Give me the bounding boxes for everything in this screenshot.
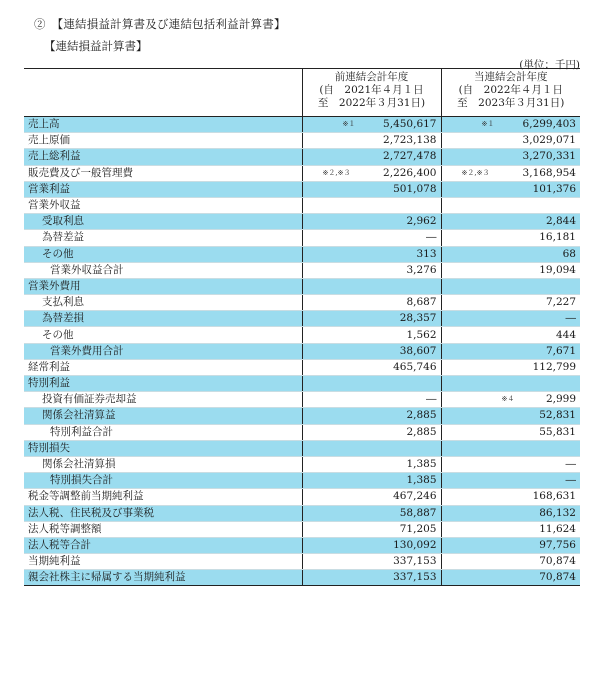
curr-value: 168,631 bbox=[441, 489, 580, 505]
section-heading: ② 【連結損益計算書及び連結包括利益計算書】 bbox=[34, 17, 286, 31]
curr-value bbox=[441, 376, 580, 392]
table-row bbox=[24, 456, 580, 472]
prev-value: ― bbox=[302, 392, 441, 408]
curr-value bbox=[441, 392, 580, 408]
row-label: 特別利益合計 bbox=[24, 424, 302, 440]
row-label: 親会社株主に帰属する当期純利益 bbox=[24, 570, 302, 586]
curr-value bbox=[441, 197, 580, 213]
row-label: 営業外費用合計 bbox=[24, 343, 302, 359]
row-label: その他 bbox=[24, 327, 302, 343]
table-row bbox=[24, 440, 580, 456]
curr-value: 3,029,071 bbox=[441, 133, 580, 149]
prev-value bbox=[302, 197, 441, 213]
row-label: 売上原価 bbox=[24, 133, 302, 149]
prev-value bbox=[302, 117, 441, 133]
prev-value: 130,092 bbox=[302, 537, 441, 553]
curr-value: 86,132 bbox=[441, 505, 580, 521]
prev-value: 8,687 bbox=[302, 295, 441, 311]
curr-year-title: 当連結会計年度 bbox=[474, 71, 548, 83]
row-label: 営業外収益合計 bbox=[24, 262, 302, 278]
table-row bbox=[24, 197, 580, 213]
curr-value: 7,227 bbox=[441, 295, 580, 311]
table-row bbox=[24, 295, 580, 311]
curr-value: 11,624 bbox=[441, 521, 580, 537]
footnote-mark: ※１ bbox=[481, 120, 495, 129]
curr-value: 3,270,331 bbox=[441, 149, 580, 165]
value-text: 5,450,617 bbox=[383, 118, 437, 131]
row-label: 特別損失 bbox=[24, 440, 302, 456]
curr-value bbox=[441, 440, 580, 456]
prev-value: 1,562 bbox=[302, 327, 441, 343]
table-row bbox=[24, 246, 580, 262]
curr-value bbox=[441, 278, 580, 294]
table-row bbox=[24, 554, 580, 570]
table-row bbox=[24, 343, 580, 359]
curr-value: 70,874 bbox=[441, 570, 580, 586]
unit-label: (単位：千円) bbox=[519, 59, 580, 71]
footnote-mark: ※２,※３ bbox=[322, 168, 351, 177]
row-label: 投資有価証券売却益 bbox=[24, 392, 302, 408]
row-label: 特別利益 bbox=[24, 376, 302, 392]
curr-value: ― bbox=[441, 473, 580, 489]
curr-value: 70,874 bbox=[441, 554, 580, 570]
curr-value: 97,756 bbox=[441, 537, 580, 553]
table-row bbox=[24, 230, 580, 246]
column-header-row bbox=[24, 69, 580, 117]
income-statement-table-wrap bbox=[24, 68, 580, 586]
prev-year-start: (自 2021年４月１日 bbox=[319, 84, 424, 96]
footnote-mark: ※４ bbox=[501, 395, 515, 404]
curr-value: 444 bbox=[441, 327, 580, 343]
prev-value: 38,607 bbox=[302, 343, 441, 359]
table-row bbox=[24, 505, 580, 521]
prev-value: ― bbox=[302, 230, 441, 246]
curr-value: 101,376 bbox=[441, 181, 580, 197]
prev-value: 2,723,138 bbox=[302, 133, 441, 149]
row-label: その他 bbox=[24, 246, 302, 262]
prev-value: 2,885 bbox=[302, 424, 441, 440]
value-text: 6,299,403 bbox=[522, 118, 576, 131]
curr-value: 68 bbox=[441, 246, 580, 262]
row-label: 税金等調整前当期純利益 bbox=[24, 489, 302, 505]
table-row bbox=[24, 570, 580, 586]
table-row bbox=[24, 262, 580, 278]
table-row bbox=[24, 489, 580, 505]
table-row bbox=[24, 376, 580, 392]
table-row bbox=[24, 278, 580, 294]
prev-value bbox=[302, 165, 441, 181]
prev-value: 1,385 bbox=[302, 456, 441, 472]
curr-value bbox=[441, 117, 580, 133]
curr-value: ― bbox=[441, 456, 580, 472]
table-row bbox=[24, 521, 580, 537]
curr-value: 55,831 bbox=[441, 424, 580, 440]
table-row bbox=[24, 117, 580, 133]
curr-year-start: (自 2022年４月１日 bbox=[458, 84, 563, 96]
curr-value: ― bbox=[441, 311, 580, 327]
prev-value: 2,962 bbox=[302, 214, 441, 230]
income-statement-table bbox=[24, 68, 580, 586]
table-row bbox=[24, 311, 580, 327]
table-row bbox=[24, 149, 580, 165]
prev-year-title: 前連結会計年度 bbox=[334, 71, 409, 83]
prev-year-end: 至 2022年３月31日) bbox=[317, 97, 426, 109]
table-row bbox=[24, 165, 580, 181]
row-label: 営業外費用 bbox=[24, 278, 302, 294]
table-row bbox=[24, 133, 580, 149]
prev-value: 1,385 bbox=[302, 473, 441, 489]
prev-value: 501,078 bbox=[302, 181, 441, 197]
curr-year-end: 至 2023年３月31日) bbox=[457, 97, 565, 109]
curr-value: 52,831 bbox=[441, 408, 580, 424]
row-label: 経常利益 bbox=[24, 359, 302, 375]
row-label: 売上高 bbox=[24, 117, 302, 133]
prev-value: 337,153 bbox=[302, 570, 441, 586]
row-label: 為替差損 bbox=[24, 311, 302, 327]
row-label: 営業外収益 bbox=[24, 197, 302, 213]
row-label: 法人税等合計 bbox=[24, 537, 302, 553]
value-text: 3,168,954 bbox=[522, 166, 576, 179]
statement-title: 【連結損益計算書】 bbox=[44, 39, 148, 53]
row-label: 営業利益 bbox=[24, 181, 302, 197]
row-label: 販売費及び一般管理費 bbox=[24, 165, 302, 181]
prev-value: 313 bbox=[302, 246, 441, 262]
row-label: 当期純利益 bbox=[24, 554, 302, 570]
curr-value: 7,671 bbox=[441, 343, 580, 359]
table-row bbox=[24, 537, 580, 553]
footnote-mark: ※２,※３ bbox=[461, 168, 490, 177]
row-label: 特別損失合計 bbox=[24, 473, 302, 489]
row-label: 法人税、住民税及び事業税 bbox=[24, 505, 302, 521]
prev-value: 58,887 bbox=[302, 505, 441, 521]
table-row bbox=[24, 392, 580, 408]
curr-value: 16,181 bbox=[441, 230, 580, 246]
table-row bbox=[24, 359, 580, 375]
label-column-header bbox=[24, 69, 302, 117]
value-text: 2,999 bbox=[545, 393, 576, 406]
curr-value: 19,094 bbox=[441, 262, 580, 278]
prev-value: 2,885 bbox=[302, 408, 441, 424]
curr-value: 2,844 bbox=[441, 214, 580, 230]
curr-value: 112,799 bbox=[441, 359, 580, 375]
prev-value: 71,205 bbox=[302, 521, 441, 537]
table-row bbox=[24, 473, 580, 489]
table-row bbox=[24, 408, 580, 424]
prev-value: 467,246 bbox=[302, 489, 441, 505]
prev-year-header bbox=[302, 69, 441, 117]
prev-value: 2,727,478 bbox=[302, 149, 441, 165]
prev-value: 28,357 bbox=[302, 311, 441, 327]
table-row bbox=[24, 214, 580, 230]
prev-value: 3,276 bbox=[302, 262, 441, 278]
row-label: 売上総利益 bbox=[24, 149, 302, 165]
row-label: 為替差益 bbox=[24, 230, 302, 246]
table-row bbox=[24, 327, 580, 343]
footnote-mark: ※１ bbox=[342, 120, 356, 129]
table-row bbox=[24, 424, 580, 440]
row-label: 関係会社清算損 bbox=[24, 456, 302, 472]
prev-value bbox=[302, 440, 441, 456]
row-label: 支払利息 bbox=[24, 295, 302, 311]
prev-value: 465,746 bbox=[302, 359, 441, 375]
value-text: 2,226,400 bbox=[383, 166, 437, 179]
row-label: 関係会社清算益 bbox=[24, 408, 302, 424]
row-label: 法人税等調整額 bbox=[24, 521, 302, 537]
prev-value bbox=[302, 376, 441, 392]
curr-value bbox=[441, 165, 580, 181]
table-row bbox=[24, 181, 580, 197]
curr-year-header bbox=[441, 69, 580, 117]
prev-value bbox=[302, 278, 441, 294]
prev-value: 337,153 bbox=[302, 554, 441, 570]
row-label: 受取利息 bbox=[24, 214, 302, 230]
